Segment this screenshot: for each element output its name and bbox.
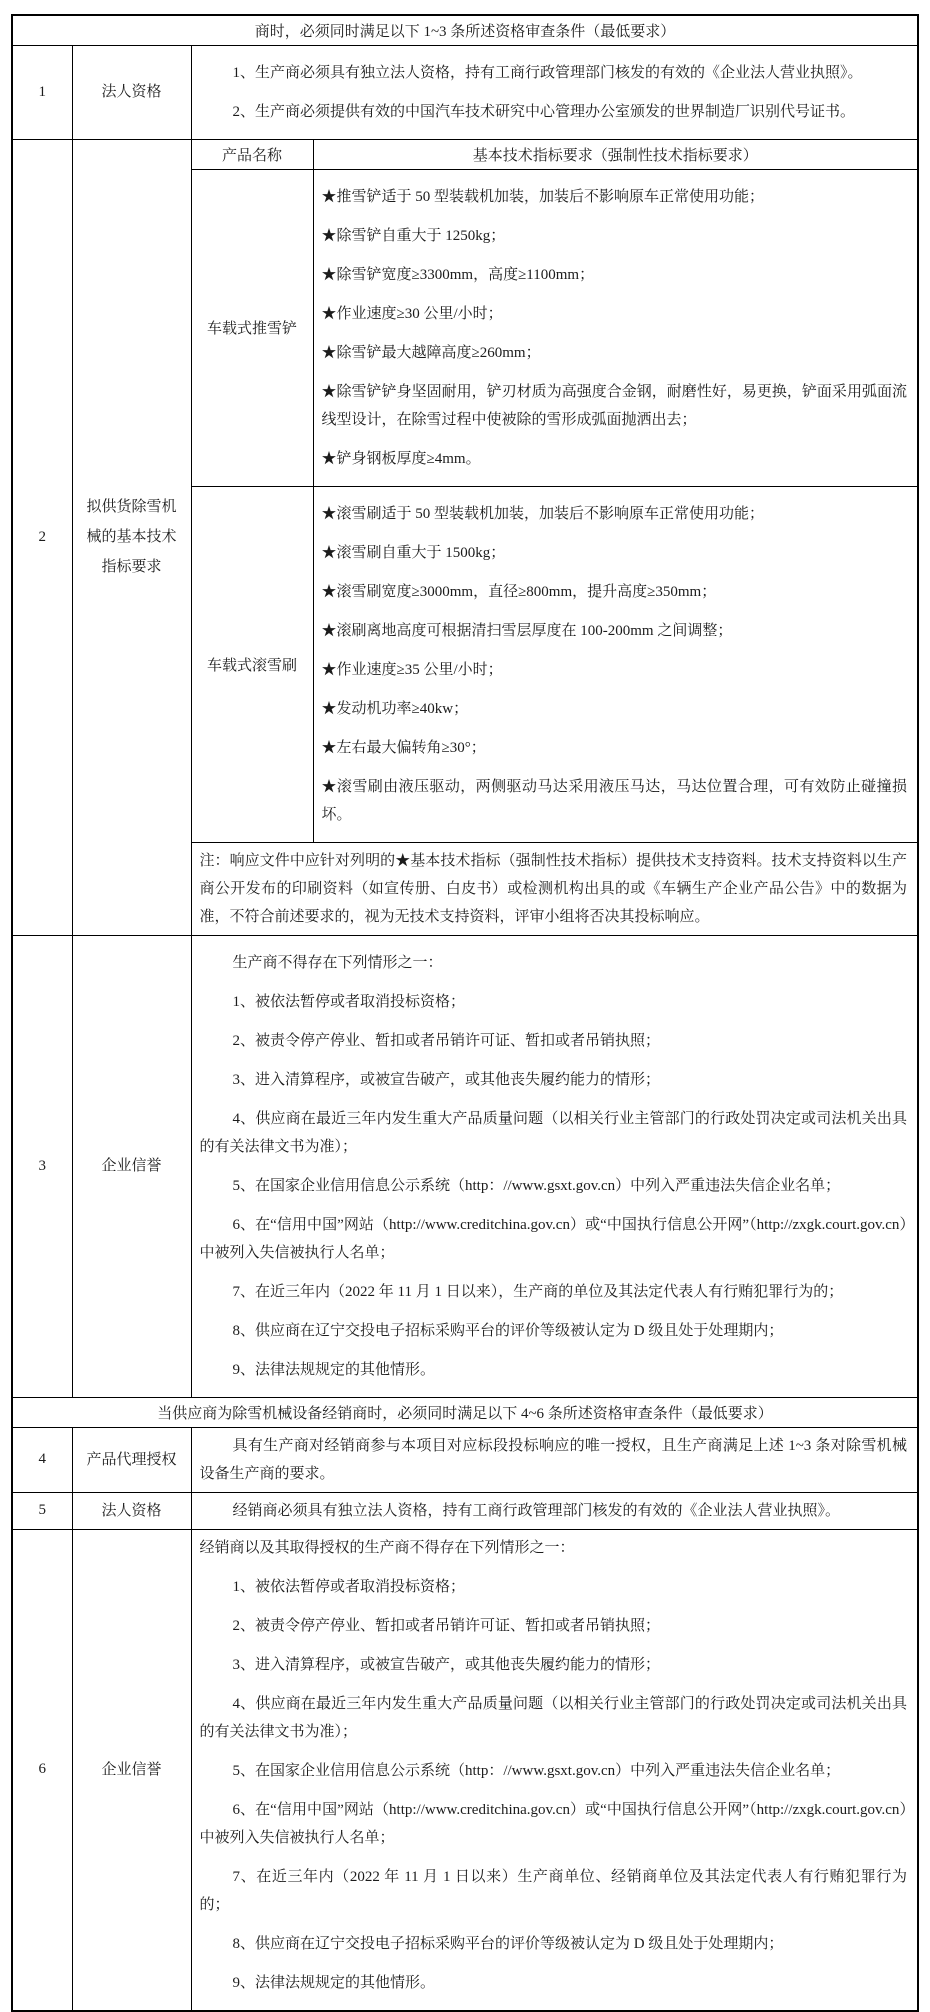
list-item: 6、在“信用中国”网站（http://www.creditchina.gov.cn）或“中国执行信息公开网”（http://zxgk.court.gov.cn）中被列入失信被执行人名单； xyxy=(199,1216,907,1261)
row-6-intro: 经销商以及其取得授权的生产商不得存在下列情形之一： xyxy=(199,1539,575,1556)
list-item: 3、进入清算程序，或被宣告破产，或其他丧失履约能力的情形； xyxy=(232,1071,661,1088)
list-item: ★作业速度≥30 公里/小时； xyxy=(321,305,503,322)
row-6-content xyxy=(191,1529,918,2011)
row-3-label: 企业信誉 xyxy=(72,935,191,1397)
list-item: 1、被依法暂停或者取消投标资格； xyxy=(232,1578,466,1595)
list-item: ★作业速度≥35 公里/小时； xyxy=(321,661,503,678)
list-item: 7、在近三年内（2022 年 11 月 1 日以来），生产商的单位及其法定代表人有行贿犯罪行为的； xyxy=(232,1283,844,1300)
row-4-text: 具有生产商对经销商参与本项目对应标段投标响应的唯一授权，且生产商满足上述 1~3 条对除雪机械设备生产商的要求。 xyxy=(199,1437,907,1482)
list-item: 9、法律法规规定的其他情形。 xyxy=(232,1361,436,1378)
row-4-number: 4 xyxy=(12,1427,72,1492)
list-item: 5、在国家企业信用信息公示系统（http：//www.gsxt.gov.cn）中列入严重违法失信企业名单； xyxy=(232,1762,841,1779)
row-1-number: 1 xyxy=(12,45,72,139)
row-3-items xyxy=(200,988,908,1384)
list-item: 8、供应商在辽宁交投电子招标采购平台的评价等级被认定为 D 级且处于处理期内； xyxy=(232,1322,784,1339)
table-row-5 xyxy=(12,1492,918,1529)
row-4-label: 产品代理授权 xyxy=(72,1427,191,1492)
row-1-label: 法人资格 xyxy=(72,45,191,139)
row-6-label: 企业信誉 xyxy=(72,1529,191,2011)
row-5-content xyxy=(191,1492,918,1529)
list-item: 2、生产商必须提供有效的中国汽车技术研究中心管理办公室颁发的世界制造厂识别代号证书。 xyxy=(232,103,856,120)
list-item: ★滚雪刷宽度≥3000mm，直径≥800mm，提升高度≥350mm； xyxy=(321,583,717,600)
list-item: 3、进入清算程序，或被宣告破产，或其他丧失履约能力的情形； xyxy=(232,1656,661,1673)
row-6-number: 6 xyxy=(12,1529,72,2011)
list-item: ★滚刷离地高度可根据清扫雪层厚度在 100-200mm 之间调整； xyxy=(321,622,733,639)
table-row-2-subheader xyxy=(12,139,918,169)
note-cell xyxy=(191,842,918,935)
list-item: 1、生产商必须具有独立法人资格，持有工商行政管理部门核发的有效的《企业法人营业执照》。 xyxy=(232,64,863,81)
list-item: 2、被责令停产停业、暂扣或者吊销许可证、暂扣或者吊销执照； xyxy=(232,1617,661,1634)
table-row-4 xyxy=(12,1427,918,1492)
list-item: ★推雪铲适于 50 型装载机加装，加装后不影响原车正常使用功能； xyxy=(321,188,765,205)
snow-shovel-specs xyxy=(313,169,918,486)
row-1-paragraphs xyxy=(200,59,908,126)
list-item: 8、供应商在辽宁交投电子招标采购平台的评价等级被认定为 D 级且处于处理期内； xyxy=(232,1935,784,1952)
row-6-items xyxy=(200,1573,908,1997)
table-row-1 xyxy=(12,45,918,139)
list-item: ★左右最大偏转角≥30°； xyxy=(321,739,486,756)
product-name-snow-shovel: 车载式推雪铲 xyxy=(191,169,313,486)
list-item: ★除雪铲宽度≥3300mm，高度≥1100mm； xyxy=(321,266,595,283)
list-item: ★铲身钢板厚度≥4mm。 xyxy=(321,450,481,467)
row-2-number: 2 xyxy=(12,139,72,935)
section-header-manufacturer-text: 商时，必须同时满足以下 1~3 条所述资格审查条件（最低要求） xyxy=(12,15,918,45)
snow-brush-specs xyxy=(313,486,918,842)
list-item: ★除雪铲自重大于 1250kg； xyxy=(321,227,506,244)
row-5-label: 法人资格 xyxy=(72,1492,191,1529)
list-item: 4、供应商在最近三年内发生重大产品质量问题（以相关行业主管部门的行政处罚决定或司法机关出具的有关法律文书为准）； xyxy=(199,1695,907,1740)
column-header-spec: 基本技术指标要求（强制性技术指标要求） xyxy=(313,139,918,169)
list-item: 1、被依法暂停或者取消投标资格； xyxy=(232,993,466,1010)
snow-brush-spec-list xyxy=(322,500,908,829)
product-name-snow-brush: 车载式滚雪刷 xyxy=(191,486,313,842)
row-4-content xyxy=(191,1427,918,1492)
snow-shovel-spec-list xyxy=(322,183,908,473)
table-row-6 xyxy=(12,1529,918,2011)
section-header-dealer-text: 当供应商为除雪机械设备经销商时，必须同时满足以下 4~6 条所述资格审查条件（最低要求） xyxy=(12,1397,918,1427)
qualification-review-table xyxy=(11,14,919,2012)
section-header-row-dealer xyxy=(12,1397,918,1427)
list-item: ★滚雪刷由液压驱动，两侧驱动马达采用液压马达，马达位置合理，可有效防止碰撞损坏。 xyxy=(321,778,907,823)
list-item: ★除雪铲铲身坚固耐用，铲刃材质为高强度合金钢，耐磨性好，易更换，铲面采用弧面流线型设计，在除雪过程中使被除的雪形成弧面抛洒出去； xyxy=(321,383,907,428)
list-item: ★除雪铲最大越障高度≥260mm； xyxy=(321,344,541,361)
list-item: ★滚雪刷适于 50 型装载机加装，加装后不影响原车正常使用功能； xyxy=(321,505,765,522)
row-3-intro: 生产商不得存在下列情形之一： xyxy=(232,954,443,971)
row-5-text: 经销商必须具有独立法人资格，持有工商行政管理部门核发的有效的《企业法人营业执照》。 xyxy=(232,1502,841,1519)
row-3-content xyxy=(191,935,918,1397)
table-row-3 xyxy=(12,935,918,1397)
list-item: ★发动机功率≥40kw； xyxy=(321,700,469,717)
row-3-number: 3 xyxy=(12,935,72,1397)
row-1-content xyxy=(191,45,918,139)
section-header-row-manufacturer xyxy=(12,15,918,45)
list-item: 7、在近三年内（2022 年 11 月 1 日以来）生产商单位、经销商单位及其法定代表人有行贿犯罪行为的； xyxy=(199,1868,907,1913)
column-header-product-name: 产品名称 xyxy=(191,139,313,169)
list-item: 9、法律法规规定的其他情形。 xyxy=(232,1974,436,1991)
list-item: 6、在“信用中国”网站（http://www.creditchina.gov.cn）或“中国执行信息公开网”（http://zxgk.court.gov.cn）中被列入失信被执行人名单； xyxy=(199,1801,907,1846)
list-item: 5、在国家企业信用信息公示系统（http：//www.gsxt.gov.cn）中列入严重违法失信企业名单； xyxy=(232,1177,841,1194)
list-item: ★滚雪刷自重大于 1500kg； xyxy=(321,544,506,561)
row-5-number: 5 xyxy=(12,1492,72,1529)
note-text: 注：响应文件中应针对列明的★基本技术指标（强制性技术指标）提供技术支持资料。技术支持资料以生产商公开发布的印刷资料（如宣传册、白皮书）或检测机构出具的或《车辆生产企业产品公告》中的数据为准，不符合前述要求的，视为无技术支持资料，评审小组将否决其投标响应。 xyxy=(199,852,907,925)
row-2-label: 拟供货除雪机械的基本技术指标要求 xyxy=(72,139,191,935)
list-item: 2、被责令停产停业、暂扣或者吊销许可证、暂扣或者吊销执照； xyxy=(232,1032,661,1049)
list-item: 4、供应商在最近三年内发生重大产品质量问题（以相关行业主管部门的行政处罚决定或司法机关出具的有关法律文书为准）； xyxy=(199,1110,907,1155)
